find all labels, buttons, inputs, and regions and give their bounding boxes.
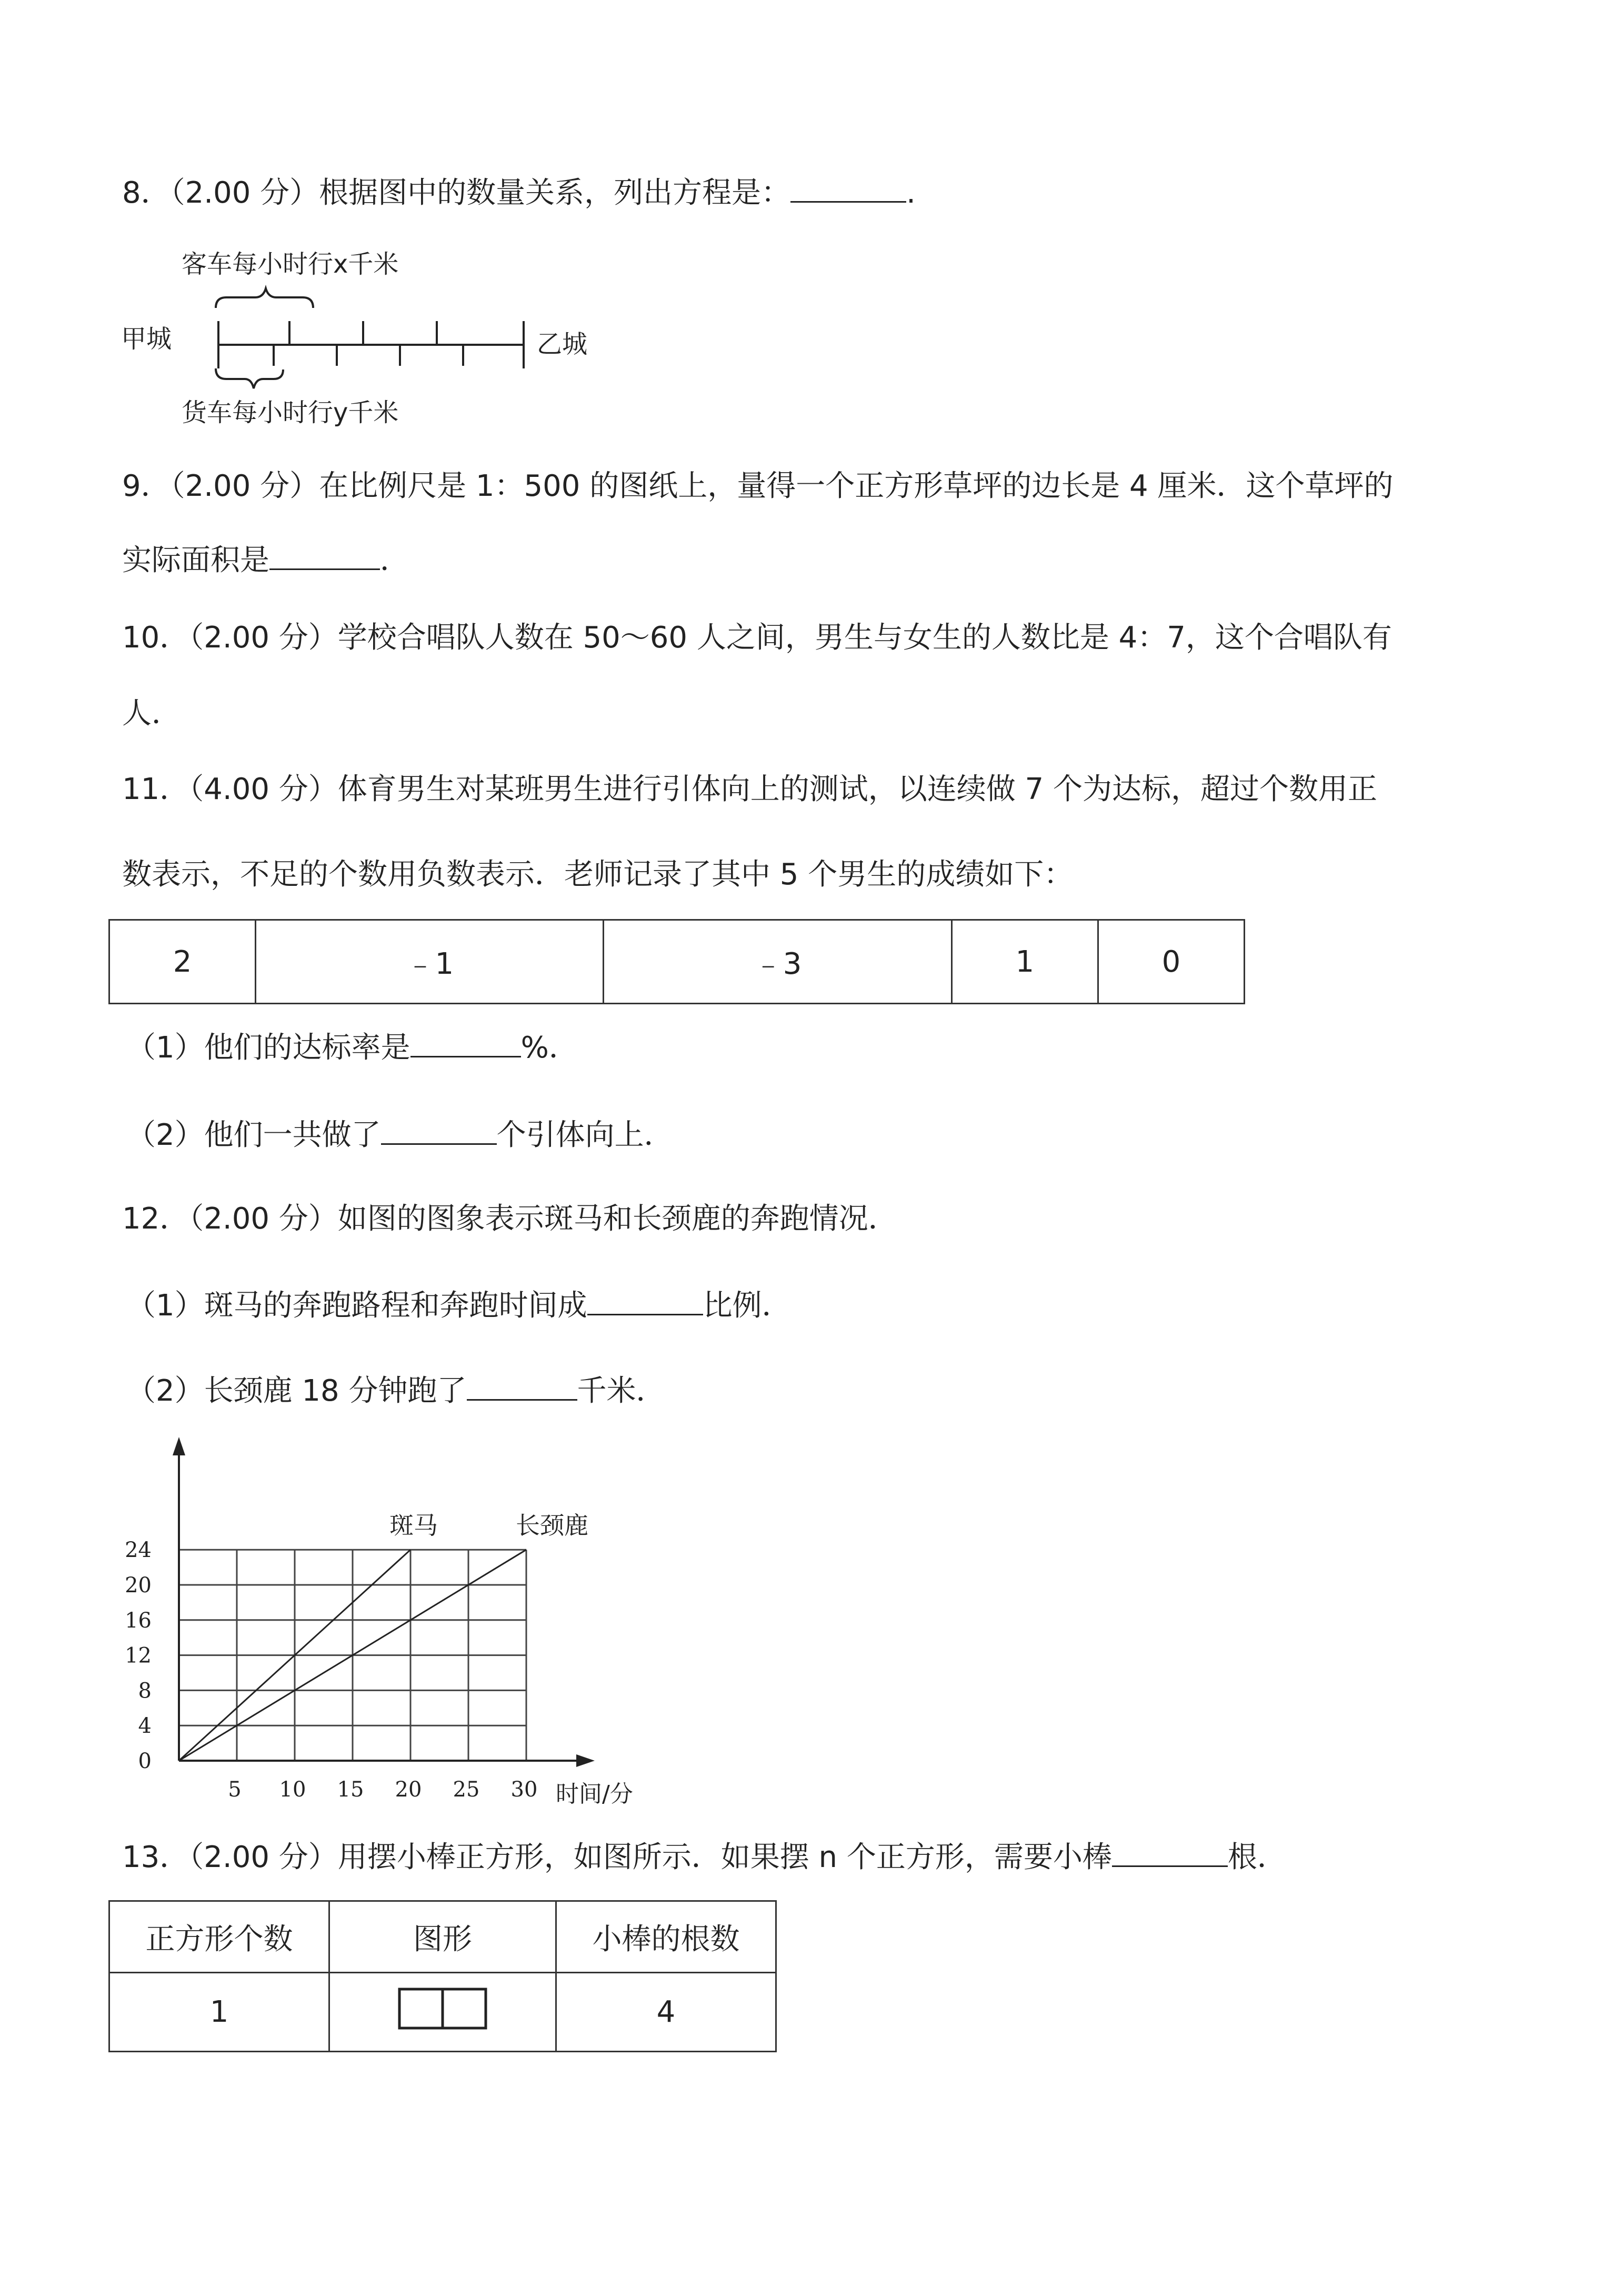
q12-sub2 bbox=[126, 1372, 666, 1410]
table-cell: ﹣1 bbox=[256, 920, 604, 1004]
q11-sub2-blank[interactable] bbox=[381, 1116, 497, 1145]
q8-end: . bbox=[906, 176, 916, 210]
q9-line2-text: 实际面积是 bbox=[122, 543, 269, 577]
q8-text bbox=[122, 174, 916, 212]
q8-distance-diagram bbox=[116, 247, 642, 437]
x-axis-label: 时间/分 bbox=[556, 1781, 633, 1808]
table-row bbox=[109, 920, 1245, 1004]
y-tick-label: 4 bbox=[138, 1714, 152, 1739]
q11-sub2 bbox=[126, 1116, 674, 1154]
q11-sub1-end: %． bbox=[520, 1031, 578, 1065]
series-label: 斑马 bbox=[389, 1511, 438, 1540]
q11-sub1-text: （1）他们的达标率是 bbox=[126, 1031, 410, 1065]
q13-end: 根． bbox=[1227, 1840, 1287, 1874]
q10-line2: 人． bbox=[122, 696, 181, 731]
y-tick-label: 16 bbox=[125, 1608, 152, 1633]
x-tick-label: 5 bbox=[228, 1778, 242, 1802]
table-cell: 0 bbox=[1098, 920, 1244, 1004]
square-figure bbox=[398, 1988, 487, 2030]
q12-sub1-end: 比例． bbox=[703, 1289, 792, 1323]
table-header: 图形 bbox=[329, 1901, 556, 1973]
q8-bottom-brace bbox=[216, 368, 283, 388]
q13-sticks-table bbox=[108, 1900, 777, 2052]
q8-left-label: 甲城 bbox=[121, 324, 172, 354]
q12-sub2-end: 千米． bbox=[577, 1374, 666, 1408]
q9-line1: 9．（2.00 分）在比例尺是 1：500 的图纸上，量得一个正方形草坪的边长是 4 厘米．这个草坪的 bbox=[122, 469, 1394, 503]
table-cell bbox=[329, 1973, 556, 2052]
q12-sub1 bbox=[126, 1286, 792, 1325]
y-tick-label: 20 bbox=[125, 1573, 152, 1598]
q12-running-chart bbox=[111, 1432, 716, 1816]
q11-sub2-text: （2）他们一共做了 bbox=[126, 1118, 381, 1152]
x-axis-arrow bbox=[576, 1754, 595, 1767]
x-tick-label: 15 bbox=[337, 1778, 364, 1802]
y-tick-label: 24 bbox=[125, 1538, 152, 1563]
x-tick-label: 10 bbox=[279, 1778, 306, 1802]
q12-sub1-text: （1）斑马的奔跑路程和奔跑时间成 bbox=[126, 1289, 587, 1323]
q11-line1: 11．（4.00 分）体育男生对某班男生进行引体向上的测试，以连续做 7 个为达标，超过个数用正 bbox=[122, 772, 1377, 806]
table-cell: 4 bbox=[556, 1973, 776, 2052]
q13-line1 bbox=[122, 1838, 1287, 1876]
table-header: 小棒的根数 bbox=[556, 1901, 776, 1973]
table-row bbox=[109, 1901, 776, 1973]
q9-line2 bbox=[122, 541, 409, 580]
q11-records-table bbox=[108, 919, 1245, 1004]
q11-sub2-end: 个引体向上． bbox=[496, 1118, 674, 1152]
q8-answer-blank[interactable] bbox=[790, 174, 906, 203]
q8-stem: 8．（2.00 分）根据图中的数量关系，列出方程是： bbox=[122, 176, 791, 210]
q8-top-label: 客车每小时行x千米 bbox=[182, 249, 399, 279]
series-label: 长颈鹿 bbox=[516, 1511, 588, 1540]
table-row bbox=[109, 1973, 776, 2052]
q8-top-brace bbox=[216, 288, 313, 308]
table-header: 正方形个数 bbox=[109, 1901, 329, 1973]
q8-bottom-label: 货车每小时行y千米 bbox=[182, 398, 399, 427]
y-tick-label: 8 bbox=[138, 1679, 152, 1703]
q13-answer-blank[interactable] bbox=[1112, 1838, 1228, 1867]
q9-end: ． bbox=[380, 543, 409, 577]
q12-sub1-blank[interactable] bbox=[587, 1286, 703, 1315]
table-cell: 1 bbox=[951, 920, 1098, 1004]
q8-right-label: 乙城 bbox=[537, 330, 588, 359]
y-axis-arrow bbox=[173, 1437, 185, 1455]
q11-sub1 bbox=[126, 1029, 578, 1067]
table-cell: ﹣3 bbox=[604, 920, 951, 1004]
q11-line2: 数表示，不足的个数用负数表示．老师记录了其中 5 个男生的成绩如下： bbox=[122, 857, 1074, 892]
q9-answer-blank[interactable] bbox=[269, 541, 380, 570]
q13-stem: 13．（2.00 分）用摆小棒正方形，如图所示．如果摆 n 个正方形，需要小棒 bbox=[122, 1840, 1112, 1874]
q12-sub2-text: （2）长颈鹿 18 分钟跑了 bbox=[126, 1374, 467, 1408]
q12-line1: 12．（2.00 分）如图的图象表示斑马和长颈鹿的奔跑情况． bbox=[122, 1202, 898, 1236]
table-cell: 1 bbox=[109, 1973, 329, 2052]
q12-sub2-blank[interactable] bbox=[467, 1372, 577, 1401]
x-tick-label: 30 bbox=[510, 1778, 538, 1802]
table-cell: 2 bbox=[109, 920, 256, 1004]
q11-sub1-blank[interactable] bbox=[410, 1029, 521, 1057]
q10-line1: 10．（2.00 分）学校合唱队人数在 50～60 人之间，男生与女生的人数比是 4：7，这个合唱队有 bbox=[122, 621, 1392, 655]
y-tick-label: 12 bbox=[125, 1643, 152, 1668]
y-tick-label: 0 bbox=[138, 1749, 152, 1773]
x-tick-label: 25 bbox=[453, 1778, 480, 1802]
x-tick-label: 20 bbox=[395, 1778, 422, 1802]
